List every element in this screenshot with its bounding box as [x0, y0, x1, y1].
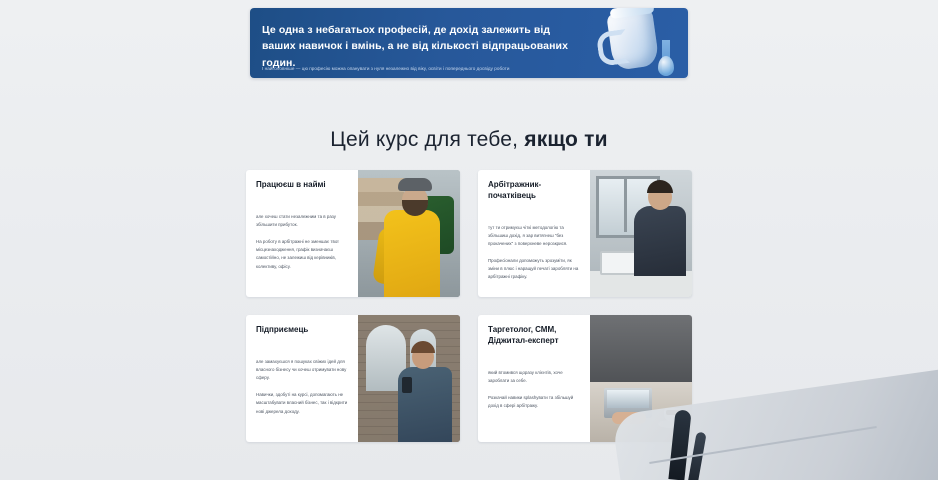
card-title: Арбітражник-початківець: [488, 180, 542, 200]
card-text-column: [246, 315, 358, 442]
card-title: Таргетолог, СММ, Діджитал-експерт: [488, 325, 559, 345]
card-paragraph: який втомився щоразу клієнтів, хоче зароблати за себе.: [488, 369, 563, 383]
courier-with-delivery-bag-photo: [358, 170, 460, 297]
card-paragraph: але хочеш стати незалежним та в разу збільшити прибуток.: [256, 213, 336, 227]
card-paragraph: але замахуєшся я пошуках свіжих ідей для власного бізнесу чи хочеш отримувати нову сферу.: [256, 358, 347, 381]
section-title-plain: Цей курс для тебе,: [330, 128, 525, 151]
hero-banner-headline: Це одна з небагатьох професій, де дохід залежить від ваших навичок і вмінь, а не від кількості відпрацьованих годин.: [262, 24, 569, 69]
card-paragraph: Навички, здобуті на курсі, допомагають не масштабувати власний бізнес, так і відкрити нові джерела доходу.: [256, 392, 348, 414]
section-title-bold: якщо ти: [524, 128, 608, 151]
audience-card[interactable]: [246, 170, 460, 297]
hero-banner: [250, 8, 688, 78]
card-paragraph: На роботу в арбітражні не зменшає твої місцезнаходження, графік визначаєш самостійно, не залежиш від керівників, колективу, офісу.: [256, 239, 339, 269]
card-paragraph: Розкачай навики splashувати та збільшуй дохід в сфері арбітражу.: [488, 394, 574, 409]
card-title: Працюєш в наймі: [256, 180, 326, 189]
audience-card[interactable]: [478, 170, 692, 297]
decorative-bottom-graphic: [608, 380, 938, 480]
hero-banner-subline: І найголовніше — цю професію можна опанувати з нуля незалежно від віку, освіти і попереднього досвіду роботи: [262, 66, 510, 71]
card-paragraph: Професіонали допоможуть зрозуміти, як зміни в плюс і наращуй печаті заробляти на арбітражні графіку.: [488, 258, 579, 280]
water-jug-pouring-icon: [564, 8, 684, 78]
section-title: [0, 128, 938, 152]
audience-card[interactable]: [246, 315, 460, 442]
card-text-column: [246, 170, 358, 297]
card-text-column: [478, 170, 590, 297]
card-paragraph: тут ти отримуєш чіткі методологію та збільшиш дохід, я зар витягнеш "без прокачених" з поверхневе нерозкрися.: [488, 224, 568, 246]
man-in-loft-with-phone-photo: [358, 315, 460, 442]
man-with-laptop-at-window-photo: [590, 170, 692, 297]
card-text-column: [478, 315, 590, 442]
card-title: Підприємець: [256, 325, 309, 334]
